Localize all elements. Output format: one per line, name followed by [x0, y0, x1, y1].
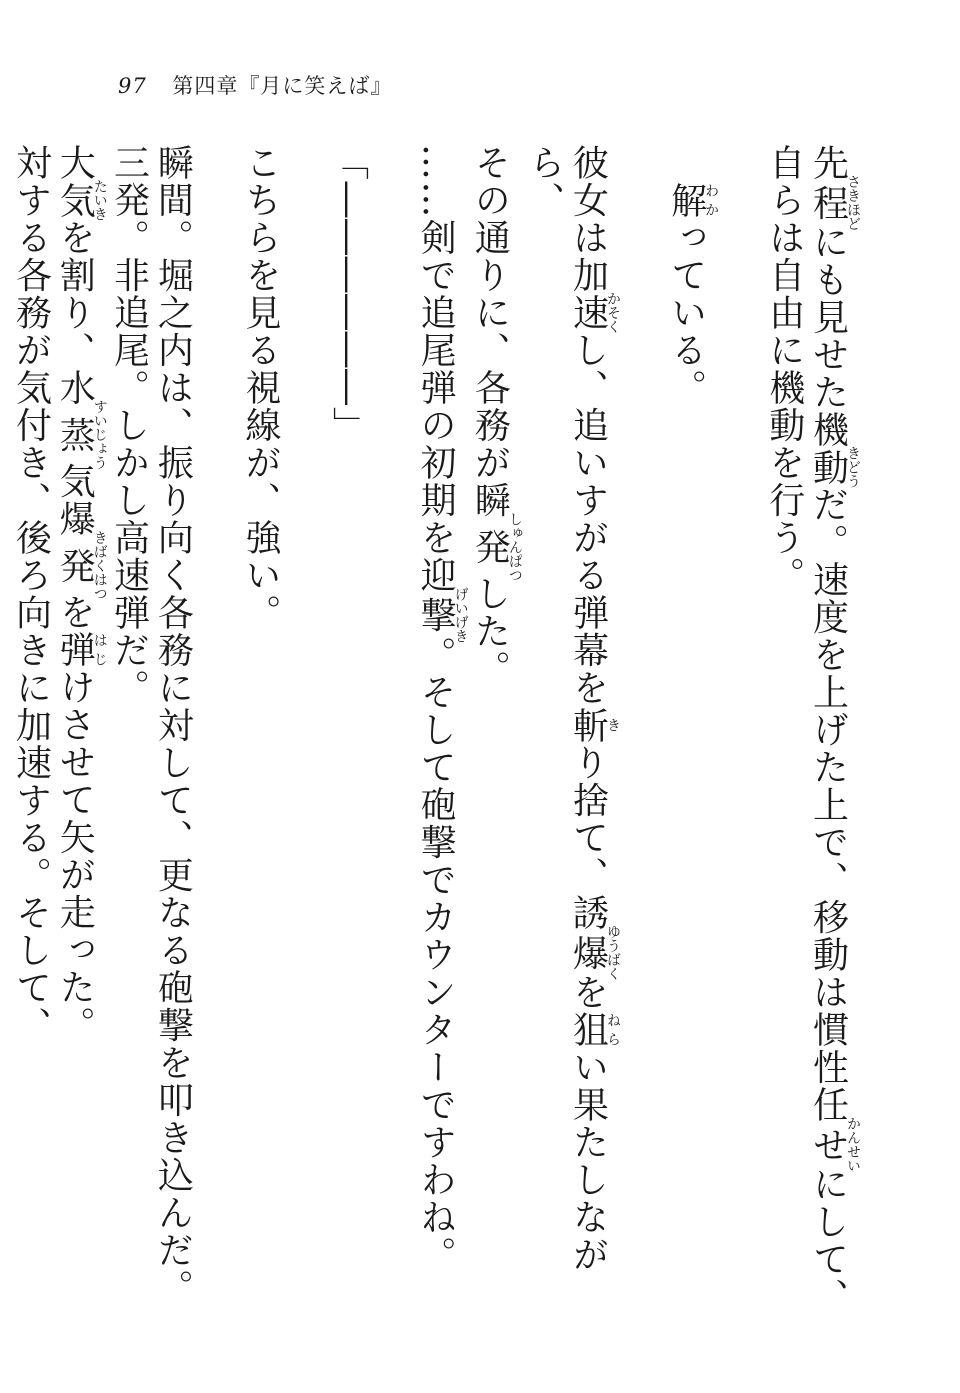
ruby-reading: ゆうばく [605, 924, 622, 981]
ruby-reading: わか [703, 181, 720, 219]
text-segment: い果たしながら、 [523, 144, 609, 1274]
text-segment: 対する各務が気付き、後ろ向きに加速する。そして、 [10, 144, 52, 1044]
text-line [522, 144, 620, 1324]
text-segment: を狙ねら [567, 973, 622, 1049]
text-segment: にして、自らは自由に機動を行う。 [763, 144, 849, 1316]
ruby-annotation: 気たいき [54, 179, 108, 222]
text-segment: 彼女は加速かそく [567, 144, 622, 334]
chapter-title: 第四章『月に笑えば』 [172, 74, 393, 98]
ruby-annotation: 狙ねら [567, 1011, 622, 1049]
ruby-reading: き [605, 706, 622, 744]
text-line [664, 144, 718, 1324]
ruby-reading: ねら [605, 1011, 622, 1049]
ruby-reading: しゅんぱつ [506, 512, 523, 582]
text-segment: 瞬間。堀之内は、振り向く各務に対して、更なる砲撃を叩き込んだ。 [152, 144, 194, 1307]
text-segment: だ。速度を上げた上で、移動は慣性任せかんせい [807, 486, 861, 1173]
ruby-reading: たいき [91, 179, 108, 222]
ruby-annotation: 解わか [665, 181, 720, 219]
text-segment: り捨て、誘爆ゆうばく [567, 744, 622, 981]
ruby-annotation: 弾はじ [54, 631, 108, 669]
text-line [468, 144, 522, 1324]
text-segment: し、追いすがる弾幕を斬き [567, 331, 622, 744]
ruby-reading: さきほど [845, 174, 861, 231]
ruby-reading: はじ [91, 631, 108, 669]
paragraph-break [620, 144, 664, 1324]
ruby-reading: げいげき [452, 587, 469, 643]
text-segment: その通りに、各務が瞬発しゅんぱつ [469, 144, 523, 582]
ruby-reading: すいじょう [91, 399, 108, 470]
text-segment: ……剣で追尾弾の初期を迎撃げいげき [415, 144, 469, 643]
paragraph-break [194, 144, 238, 1324]
page-number: 97 [118, 74, 147, 98]
text-line [326, 144, 370, 1324]
text-segment: こちらを見る視線が、強い。 [239, 144, 281, 632]
paragraph-break [0, 144, 9, 1324]
ruby-annotation: 動きどう [807, 446, 861, 489]
text-segment: けさせて矢が走った。 [54, 668, 96, 1044]
ruby-annotation: 蒸すいじょう [54, 399, 108, 470]
text-line [238, 144, 282, 1324]
text-segment: を弾はじ [54, 593, 108, 669]
text-segment: を割り、水蒸すいじょう [54, 219, 108, 470]
text-line [762, 144, 860, 1324]
text-line [413, 144, 467, 1324]
ruby-annotation: せかんせい [807, 1116, 861, 1173]
text-segment: っている。 [665, 219, 707, 407]
ruby-annotation: 発きばくはつ [54, 530, 108, 601]
ruby-annotation: 爆ゆうばく [567, 924, 622, 981]
ruby-annotation: 速かそく [567, 291, 622, 334]
text-segment: した。 [469, 575, 511, 688]
text-line [52, 144, 106, 1324]
text-line [9, 144, 53, 1324]
text-line [107, 144, 151, 1324]
paragraph-break [370, 144, 414, 1324]
text-segment: 三発。非追尾。しかし高速弾だ。 [108, 144, 150, 707]
ruby-reading: かんせい [845, 1116, 861, 1173]
ruby-annotation: 斬き [567, 706, 622, 744]
text-segment: 大気たいき [54, 144, 108, 222]
ruby-annotation: 撃げいげき [415, 587, 469, 643]
ruby-reading: きどう [845, 446, 861, 489]
text-segment: 先程さきほど [807, 144, 861, 231]
ruby-reading: きばくはつ [91, 530, 108, 601]
paragraph-break [718, 144, 762, 1324]
text-line [151, 144, 195, 1324]
novel-body-text [10, 144, 861, 1324]
text-segment [665, 144, 720, 219]
text-segment: 気爆発きばくはつ [54, 462, 108, 601]
paragraph-break [282, 144, 326, 1324]
text-segment: 「――――――」 [327, 144, 369, 444]
running-header [118, 70, 392, 100]
text-segment: にも見せた機動きどう [807, 223, 861, 489]
ruby-annotation: 程さきほど [807, 174, 861, 231]
ruby-reading: かそく [605, 291, 622, 334]
text-segment: 。そして砲撃でカウンターですわね。 [415, 636, 457, 1274]
ruby-annotation: 発しゅんぱつ [469, 512, 523, 582]
